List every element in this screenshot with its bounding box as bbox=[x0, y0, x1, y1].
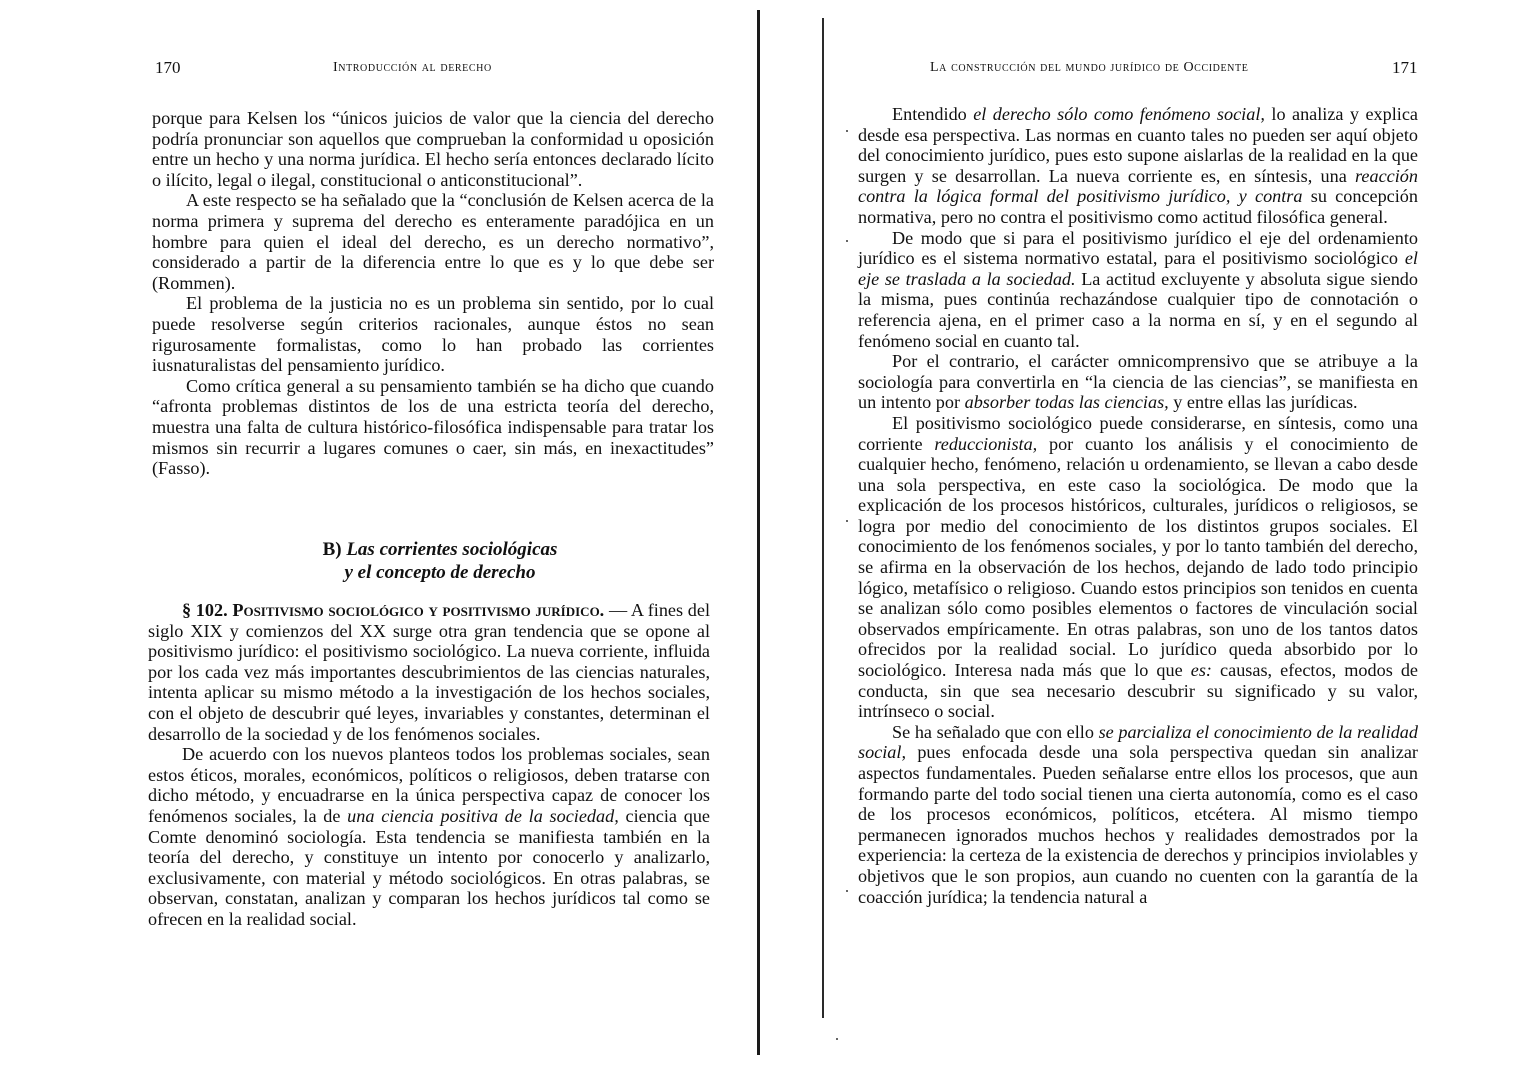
section-letter: B) bbox=[322, 539, 342, 560]
emphasis: se parcializa el conocimiento de la realidad social, bbox=[858, 721, 1418, 763]
section-title bbox=[150, 538, 730, 584]
scan-speck bbox=[836, 1038, 838, 1040]
text-run: De acuerdo con los nuevos planteos todos los problemas sociales, sean estos éticos, morales, económicos, políticos o religiosos, deben tratarse con dicho método, y encuadrarse en la única perspectiva capaz de conocer los fenómenos sociales, la de bbox=[148, 744, 710, 826]
emphasis: el derecho sólo como fenómeno social, bbox=[973, 104, 1265, 124]
subsection-paragraph bbox=[148, 600, 710, 744]
page-number-left: 170 bbox=[155, 58, 181, 77]
text-run: Se ha señalado que con ello bbox=[892, 721, 1099, 742]
scan-speck bbox=[846, 240, 848, 242]
text-run: por cuanto los análisis y el conocimiento de cualquier hecho, fenómeno, relación u ordenamiento, se llevan a cabo desde una sola perspectiva, en este caso la sociológica. De modo que la explicación de los procesos históricos, culturales, jurídicos o religiosos, se logra por medio del conocimiento de los distintos grupos sociales. El conocimiento de los fenómenos sociales, y por lo tanto también del derecho, se afirma en la observación de los hechos, dejando de lado todo principio lógico, metafísico o religioso. Cuando estos principios son tenidos en cuenta se analizan sólo como posibles elementos o factores de vinculación social observados empíricamente. En otras palabras, son uno de los tantos datos ofrecidos por la realidad social. Lo jurídico queda absorbido por lo sociológico. Interesa nada más que lo que bbox=[858, 433, 1418, 681]
paragraph bbox=[148, 744, 710, 929]
paragraph: A este respecto se ha señalado que la “conclusión de Kelsen acerca de la norma primera y suprema del derecho es enteramente paradójica en un hombre para quien el ideal del derecho, es un derecho normativo”, considerado a partir de la diferencia entre lo que es y lo que debe ser (Rommen). bbox=[152, 190, 714, 293]
paragraph bbox=[858, 228, 1418, 352]
text-run: De modo que si para el positivismo jurídico el eje del ordenamiento jurídico es el sistema normativo estatal, para el positivismo sociológico bbox=[858, 227, 1418, 269]
right-body bbox=[858, 104, 1418, 907]
text-run: El positivismo sociológico puede considerarse, en síntesis, como una corriente bbox=[858, 412, 1418, 454]
text-run: Entendido bbox=[892, 104, 974, 124]
binding-shadow-left bbox=[757, 10, 760, 1055]
text-run: causas, efectos, modos de conducta, sin que sea necesario descubrir su significado y su valor, intrínseco o social. bbox=[858, 660, 1419, 722]
text-run: ciencia que Comte denominó sociología. Esta tendencia se manifiesta también en la teoría del derecho, y constituye un intento por conocerlo y analizarlo, exclusivamente, con material y método sociológicos. En otras palabras, se observan, constatan, analizan y comparan los hechos jurídicos tal como se ofrecen en la realidad social. bbox=[148, 805, 710, 929]
subsection-text: A fines del siglo XIX y comienzos del XX surge otra gran tendencia que se opone al positivismo jurídico: el positivismo sociológico. La nueva corriente, influida por los cada vez más importantes descubrimientos de las ciencias naturales, intenta aplicar su mismo método a la investigación de los hechos sociales, con el objeto de descubrir qué leyes, invariables y constantes, determinan el desarrollo de la sociedad y de los fenómenos sociales. bbox=[148, 600, 710, 744]
scan-speck bbox=[846, 520, 848, 522]
paragraph bbox=[858, 104, 1418, 228]
emphasis: reduccionista, bbox=[934, 433, 1038, 454]
text-run: su concepción normativa, pero no contra el positivismo como actitud filosófica general. bbox=[858, 186, 1418, 227]
subsection-dash: — bbox=[608, 600, 628, 620]
section-title-line2: y el concepto de derecho bbox=[344, 562, 536, 583]
left-body-top bbox=[152, 108, 714, 479]
paragraph: Como crítica general a su pensamiento también se ha dicho que cuando “afronta problemas distintos de los de una estricta teoría del derecho, muestra una falta de cultura histórico-filosófica indispensable para tratar los mismos sin recurrir a lugares comunes o caer, sin más, en inexactitudes” (Fasso). bbox=[152, 375, 714, 479]
left-body-bottom bbox=[148, 600, 710, 930]
emphasis: una ciencia positiva de la sociedad, bbox=[347, 805, 619, 826]
scan-speck bbox=[846, 130, 848, 132]
text-run: Por el contrario, el carácter omnicomprensivo que se atribuye a la sociología para convertirla en “la ciencia de las ciencias”, se manifiesta en un intento por bbox=[858, 351, 1418, 413]
emphasis: el eje se traslada a la sociedad. bbox=[858, 248, 1418, 289]
right-page bbox=[770, 0, 1526, 1080]
scan-speck bbox=[846, 890, 848, 892]
subsection-number: § 102. bbox=[182, 600, 228, 620]
paragraph bbox=[858, 413, 1418, 722]
paragraph bbox=[858, 351, 1418, 413]
subsection-heading: Positivismo sociológico y positivismo jurídico. bbox=[232, 600, 605, 620]
paragraph: porque para Kelsen los “únicos juicios de valor que la ciencia del derecho podría pronunciar son aquellos que comprueban la conformidad u oposición entre un hecho y una norma jurídica. El hecho sería entonces declarado lícito o ilícito, legal o ilegal, constitucional o anticonstitucional”. bbox=[152, 108, 714, 190]
page-number-right: 171 bbox=[1392, 58, 1418, 77]
text-run: y entre ellas las jurídicas. bbox=[1168, 392, 1358, 413]
section-title-line1: Las corrientes sociológicas bbox=[346, 539, 558, 560]
emphasis: es: bbox=[1190, 660, 1212, 681]
emphasis: absorber todas las ciencias, bbox=[964, 392, 1169, 413]
running-head-left: Introducción al derecho bbox=[333, 60, 492, 75]
text-run: La actitud excluyente y absoluta sigue siendo la misma, pues continúa rechazándose cualquier tipo de connotación o referencia ajena, en el primer caso a la norma en sí, y en el segundo al fenómeno social en cuanto tal. bbox=[858, 268, 1418, 351]
paragraph bbox=[858, 722, 1418, 907]
running-head-right: La construcción del mundo jurídico de Occidente bbox=[930, 60, 1249, 75]
text-run: pues enfocada desde una sola perspectiva quedan sin analizar aspectos fundamentales. Pueden señalarse entre ellos los procesos, que aun formando parte del todo social tienen una cierta autonomía, como es el caso de los procesos económicos, políticos, etcétera. Al mismo tiempo permanecen ignorados muchos hechos y realidades demostrados por la experiencia: la certeza de la existencia de derechos y principios inviolables y objetivos que le son propios, aun cuando no cuenten con la garantía de la coacción jurídica; la tendencia natural a bbox=[858, 742, 1418, 907]
emphasis: reacción contra la lógica formal del positivismo jurídico, y contra bbox=[858, 165, 1418, 207]
paragraph: El problema de la justicia no es un problema sin sentido, por lo cual puede resolverse según criterios racionales, aunque éstos no sean rigurosamente formalistas, como lo han probado las corrientes iusnaturalistas del pensamiento jurídico. bbox=[152, 293, 714, 376]
left-page bbox=[0, 0, 760, 1080]
text-run: lo analiza y explica desde esa perspectiva. Las normas en cuanto tales no pueden ser aquí objeto del conocimiento jurídico, pues esto supone aislarlas de la realidad en la que surgen y se desarrollan. La nueva corriente es, en síntesis, una bbox=[858, 104, 1418, 186]
